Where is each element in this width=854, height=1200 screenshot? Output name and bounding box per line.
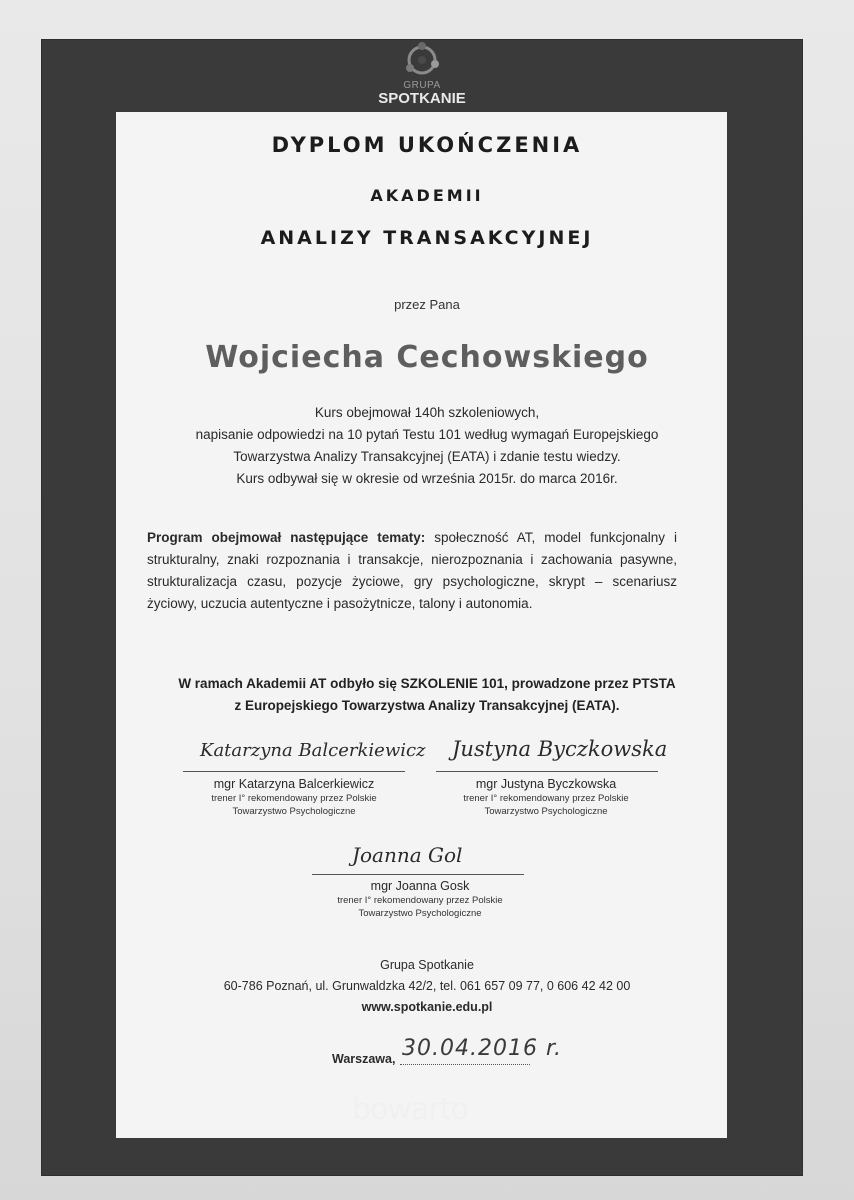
- logo-spotkanie-text: SPOTKANIE: [378, 90, 466, 107]
- signatory-role: trener I° rekomendowany przez Polskie: [211, 793, 377, 804]
- course-line: Towarzystwa Analizy Transakcyjnej (EATA) i zdanie testu wiedzy.: [233, 449, 621, 464]
- logo-grupa-text: GRUPA: [403, 80, 441, 91]
- footer-org: Grupa Spotkanie: [380, 958, 474, 972]
- course-line: Kurs odbywał się w okresie od września 2015r. do marca 2016r.: [236, 471, 618, 486]
- signatory-role: Towarzystwo Psychologiczne: [484, 806, 608, 817]
- program-text: społeczność AT, model funkcjonalny i strukturalny, znaki rozpoznania i transakcje, nierozpoznania i zachowania pasywne, strukturalizacja czasu, pozycje życiowe, gry psychologiczne, skrypt – scenariusz życiowy, uczucia autentyczne i pasożytnicze, talony i autonomia.: [147, 530, 678, 611]
- handwritten-date: 30.04.2016 r.: [402, 1036, 562, 1061]
- signatory-role: Towarzystwo Psychologiczne: [232, 806, 356, 817]
- signature-line-3: [312, 874, 524, 875]
- signatory-role: trener I° rekomendowany przez Polskie: [463, 793, 629, 804]
- signature-block-1: [183, 776, 405, 818]
- training-line: W ramach Akademii AT odbyło się SZKOLENIE 101, prowadzone przez PTSTA: [178, 676, 676, 691]
- training-line: z Europejskiego Towarzystwa Analizy Transakcyjnej (EATA).: [234, 698, 620, 713]
- signatory-name: mgr Justyna Byczkowska: [475, 777, 617, 791]
- signatory-role: trener I° rekomendowany przez Polskie: [337, 895, 503, 906]
- footer-website: www.spotkanie.edu.pl: [361, 1000, 493, 1014]
- grupa-spotkanie-logo: [360, 40, 484, 116]
- signatory-name: mgr Katarzyna Balcerkiewicz: [213, 777, 375, 791]
- people-circle-icon: [402, 40, 442, 80]
- signature-handwritten-2: Justyna Byczkowska: [452, 737, 668, 761]
- date-dotted-line: [400, 1064, 530, 1065]
- course-description: [0, 402, 854, 490]
- program-lead: Program obejmował następujące tematy:: [147, 530, 426, 545]
- place-label: Warszawa,: [332, 1052, 396, 1066]
- signature-handwritten-3: Joanna Gol: [352, 843, 463, 867]
- bowarto-logo: [352, 1092, 476, 1127]
- signature-line-1: [183, 771, 405, 772]
- signatory-name: mgr Joanna Gosk: [370, 879, 470, 893]
- diploma-title: DYPLOM UKOŃCZENIA: [271, 133, 583, 157]
- signature-block-3: [300, 878, 540, 920]
- signatory-role: Towarzystwo Psychologiczne: [358, 908, 482, 919]
- program-topics: [147, 527, 677, 615]
- bowarto-text: bowarto: [352, 1092, 468, 1127]
- diploma-subtitle-analysis: ANALIZY TRANSAKCYJNEJ: [260, 227, 594, 249]
- registered-mark: ®: [467, 1092, 476, 1102]
- footer-address: 60-786 Poznań, ul. Grunwaldzka 42/2, tel. 061 657 09 77, 0 606 42 42 00: [223, 979, 631, 993]
- signature-handwritten-1: Katarzyna Balcerkiewicz: [200, 740, 426, 761]
- diploma-subtitle-academy: AKADEMII: [370, 186, 484, 205]
- signature-block-2: [426, 776, 666, 818]
- course-line: napisanie odpowiedzi na 10 pytań Testu 101 według wymagań Europejskiego: [195, 427, 659, 442]
- course-line: Kurs obejmował 140h szkoleniowych,: [314, 405, 540, 420]
- training-statement: [0, 673, 854, 717]
- recipient-name: Wojciecha Cechowskiego: [205, 340, 649, 375]
- organization-footer: [0, 955, 854, 1018]
- przez-pana-label: przez Pana: [394, 297, 460, 312]
- signature-line-2: [436, 771, 658, 772]
